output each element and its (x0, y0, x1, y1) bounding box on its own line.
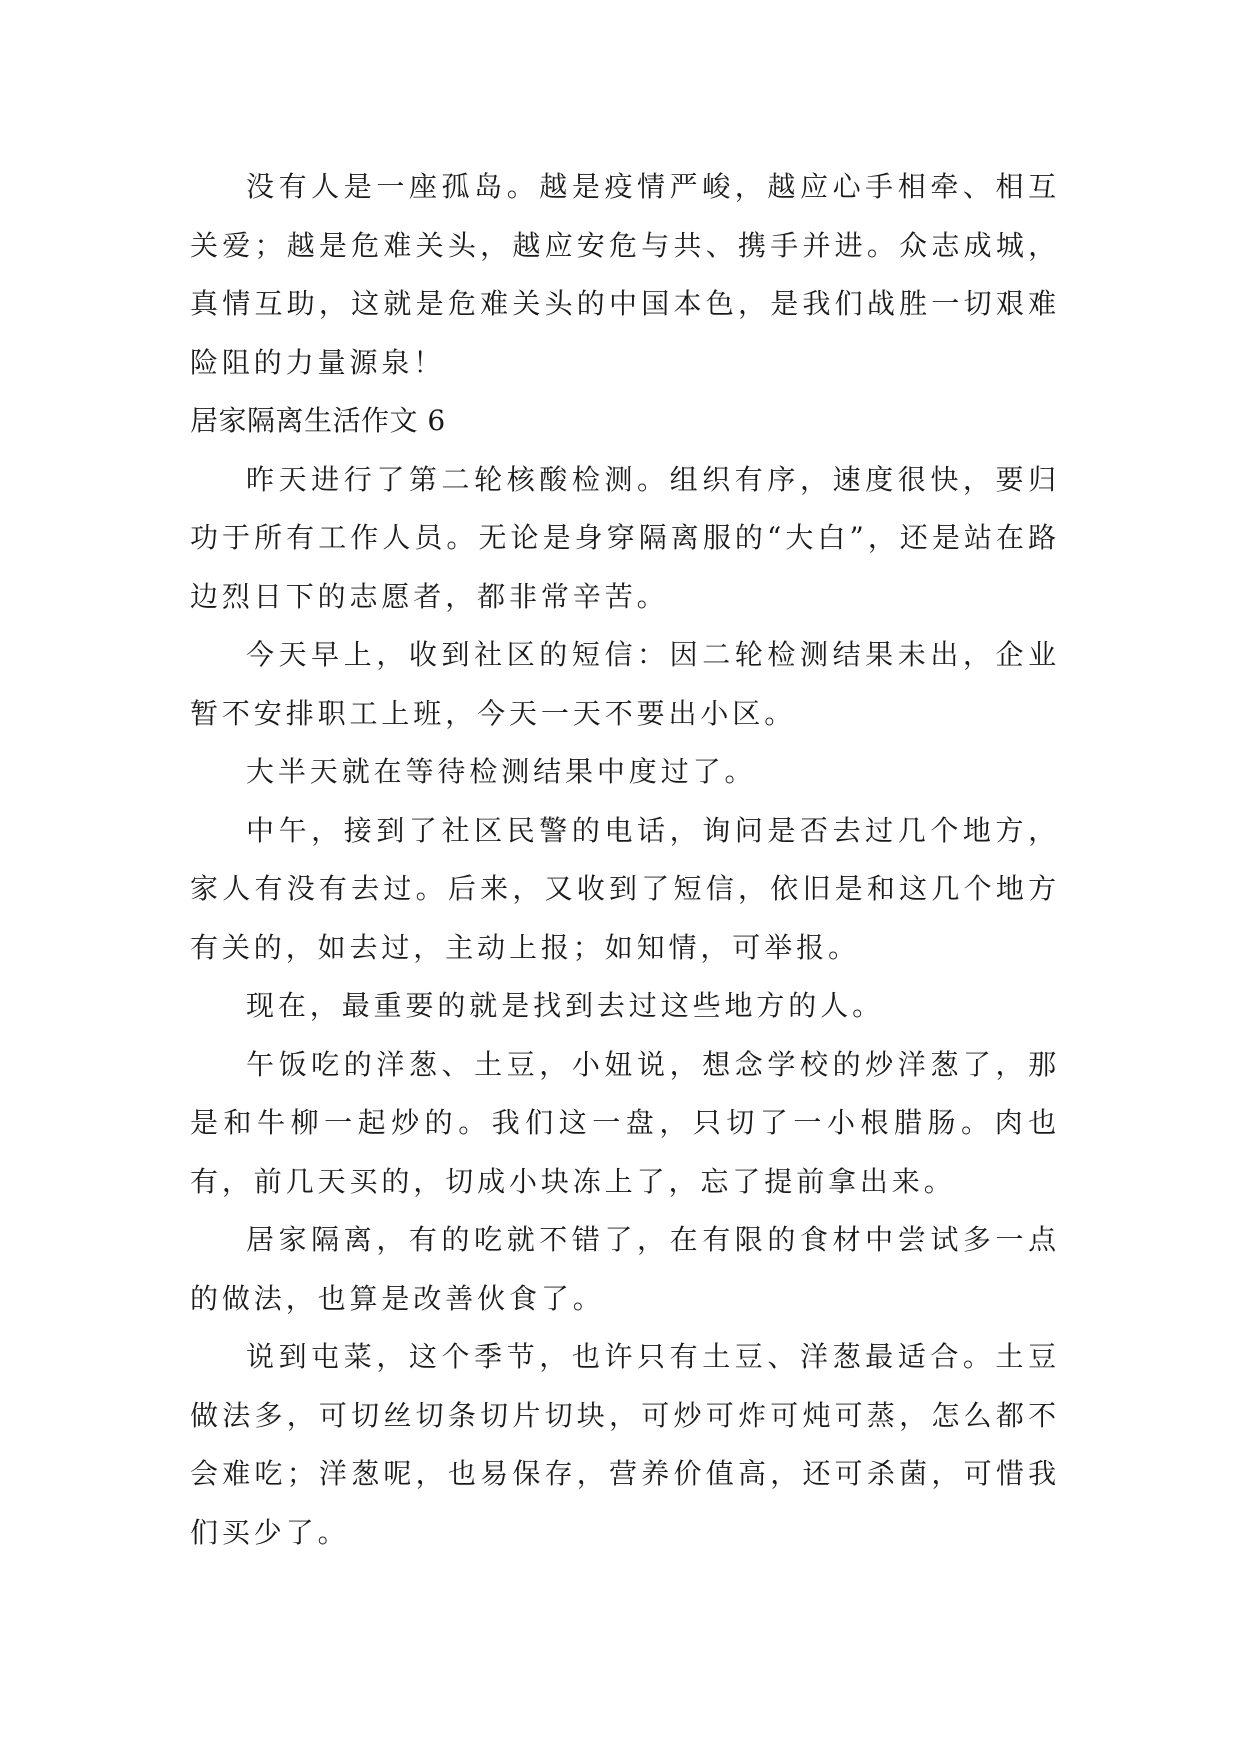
paragraph: 昨天进行了第二轮核酸检测。组织有序，速度很快，要归功于所有工作人员。无论是身穿隔离服的“大白”，还是站在路边烈日下的志愿者，都非常辛苦。 (190, 462, 1060, 613)
paragraph: 今天早上，收到社区的短信：因二轮检测结果未出，企业暂不安排职工上班，今天一天不要出小区。 (190, 638, 1060, 730)
paragraph: 大半天就在等待检测结果中度过了。 (246, 755, 757, 788)
paragraph: 午饭吃的洋葱、土豆，小妞说，想念学校的炒洋葱了，那是和牛柳一起炒的。我们这一盘，只切了一小根腊肠。肉也有，前几天买的，切成小块冻上了，忘了提前拿出来。 (190, 1047, 1060, 1198)
paragraph: 说到屯菜，这个季节，也许只有土豆、洋葱最适合。土豆做法多，可切丝切条切片切块，可炒可炸可炖可蒸，怎么都不会难吃；洋葱呢，也易保存，营养价值高，还可杀菌，可惜我们买少了。 (190, 1340, 1060, 1549)
paragraph: 居家隔离，有的吃就不错了，在有限的食材中尝试多一点的做法，也算是改善伙食了。 (190, 1223, 1060, 1315)
section-title: 居家隔离生活作文 6 (190, 404, 446, 437)
paragraph: 现在，最重要的就是找到去过这些地方的人。 (246, 989, 885, 1022)
document-body (190, 158, 1060, 1562)
paragraph: 没有人是一座孤岛。越是疫情严峻，越应心手相牵、相互关爱；越是危难关头，越应安危与共、携手并进。众志成城，真情互助，这就是危难关头的中国本色，是我们战胜一切艰难险阻的力量源泉！ (190, 170, 1060, 379)
paragraph: 中午，接到了社区民警的电话，询问是否去过几个地方，家人有没有去过。后来，又收到了短信，依旧是和这几个地方有关的，如去过，主动上报；如知情，可举报。 (190, 813, 1060, 964)
